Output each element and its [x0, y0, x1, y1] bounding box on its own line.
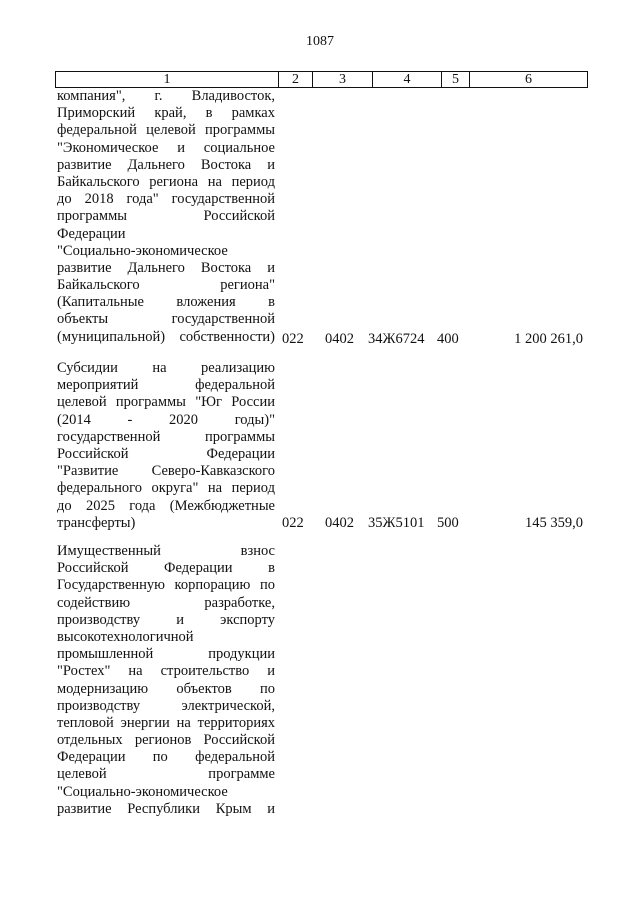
- row-1-line: развитие Дальнего Востока и: [57, 259, 275, 276]
- header-col-1: 1: [56, 72, 279, 87]
- row-1-line: федеральной целевой программы: [57, 122, 275, 139]
- row-3-line: высокотехнологичной: [57, 628, 194, 645]
- row-1-line: (Капитальные вложения в: [57, 294, 275, 311]
- row-1-line: (муниципальной) собственности): [57, 328, 275, 345]
- header-col-2: 2: [279, 72, 313, 87]
- header-col-5: 5: [442, 72, 470, 87]
- row-3-line: целевой программе: [57, 766, 275, 783]
- row-1-line: компания", г. Владивосток,: [57, 88, 275, 104]
- header-col-4: 4: [373, 72, 442, 87]
- row-3-line: отдельных регионов Российской: [57, 732, 275, 749]
- row-2-line: целевой программы "Юг России: [57, 394, 275, 411]
- row-3-line: производству и экспорту: [57, 611, 275, 628]
- row-1-line: объекты государственной: [57, 311, 275, 328]
- row-1-line: Байкальского региона": [57, 277, 275, 294]
- row-1-line: Федерации: [57, 225, 126, 242]
- header-col-3: 3: [313, 72, 373, 87]
- row-3-line: Государственную корпорацию по: [57, 577, 275, 594]
- row-2-amount: 145 359,0: [525, 515, 583, 531]
- row-3-line: развитие Республики Крым и: [57, 800, 275, 817]
- row-2-description: [57, 360, 275, 532]
- row-3-line: содействию разработке,: [57, 594, 275, 611]
- row-1-line: развитие Дальнего Востока и: [57, 156, 275, 173]
- row-2-section: 0402: [325, 515, 354, 531]
- row-3-line: Российской Федерации в: [57, 560, 275, 577]
- row-3-description: [57, 543, 275, 818]
- row-2-line: государственной программы: [57, 428, 275, 445]
- row-3-line: Федерации по федеральной: [57, 749, 275, 766]
- row-3-line: промышленной продукции: [57, 646, 275, 663]
- row-1-description: [57, 88, 275, 346]
- row-1-line: Байкальского региона на период: [57, 173, 275, 190]
- row-1-line: до 2018 года" государственной: [57, 191, 275, 208]
- row-2-line: (2014 - 2020 годы)": [57, 411, 275, 428]
- row-3-line: "Ростех" на строительство и: [57, 663, 275, 680]
- row-1-ministry: 022: [282, 331, 304, 347]
- row-1-target: 34Ж6724: [368, 331, 425, 347]
- row-3-line: модернизацию объектов по: [57, 680, 275, 697]
- row-1-line: Приморский край, в рамках: [57, 105, 275, 122]
- row-1-line: программы Российской: [57, 208, 275, 225]
- row-2-target: 35Ж5101: [368, 515, 425, 531]
- row-1-line: "Экономическое и социальное: [57, 139, 275, 156]
- row-2-line: трансферты): [57, 514, 136, 531]
- row-3-line: производству электрической,: [57, 697, 275, 714]
- row-1-expense: 400: [437, 331, 459, 347]
- row-3-line: тепловой энергии на территориях: [57, 714, 275, 731]
- row-1-section: 0402: [325, 331, 354, 347]
- row-2-line: до 2025 года (Межбюджетные: [57, 497, 275, 514]
- row-2-line: Российской Федерации: [57, 445, 275, 462]
- row-2-line: "Развитие Северо-Кавказского: [57, 463, 275, 480]
- row-1-amount: 1 200 261,0: [514, 331, 583, 347]
- row-2-line: мероприятий федеральной: [57, 377, 275, 394]
- row-3-line: "Социально-экономическое: [57, 783, 228, 800]
- row-2-line: Субсидии на реализацию: [57, 360, 275, 376]
- header-col-6: 6: [525, 72, 532, 87]
- row-2-line: федерального округа" на период: [57, 480, 275, 497]
- row-1-line: "Социально-экономическое: [57, 242, 228, 259]
- row-2-ministry: 022: [282, 515, 304, 531]
- row-2-expense: 500: [437, 515, 459, 531]
- row-3-line: Имущественный взнос: [57, 543, 275, 559]
- table-header: [55, 71, 588, 88]
- page-number: 1087: [306, 34, 334, 49]
